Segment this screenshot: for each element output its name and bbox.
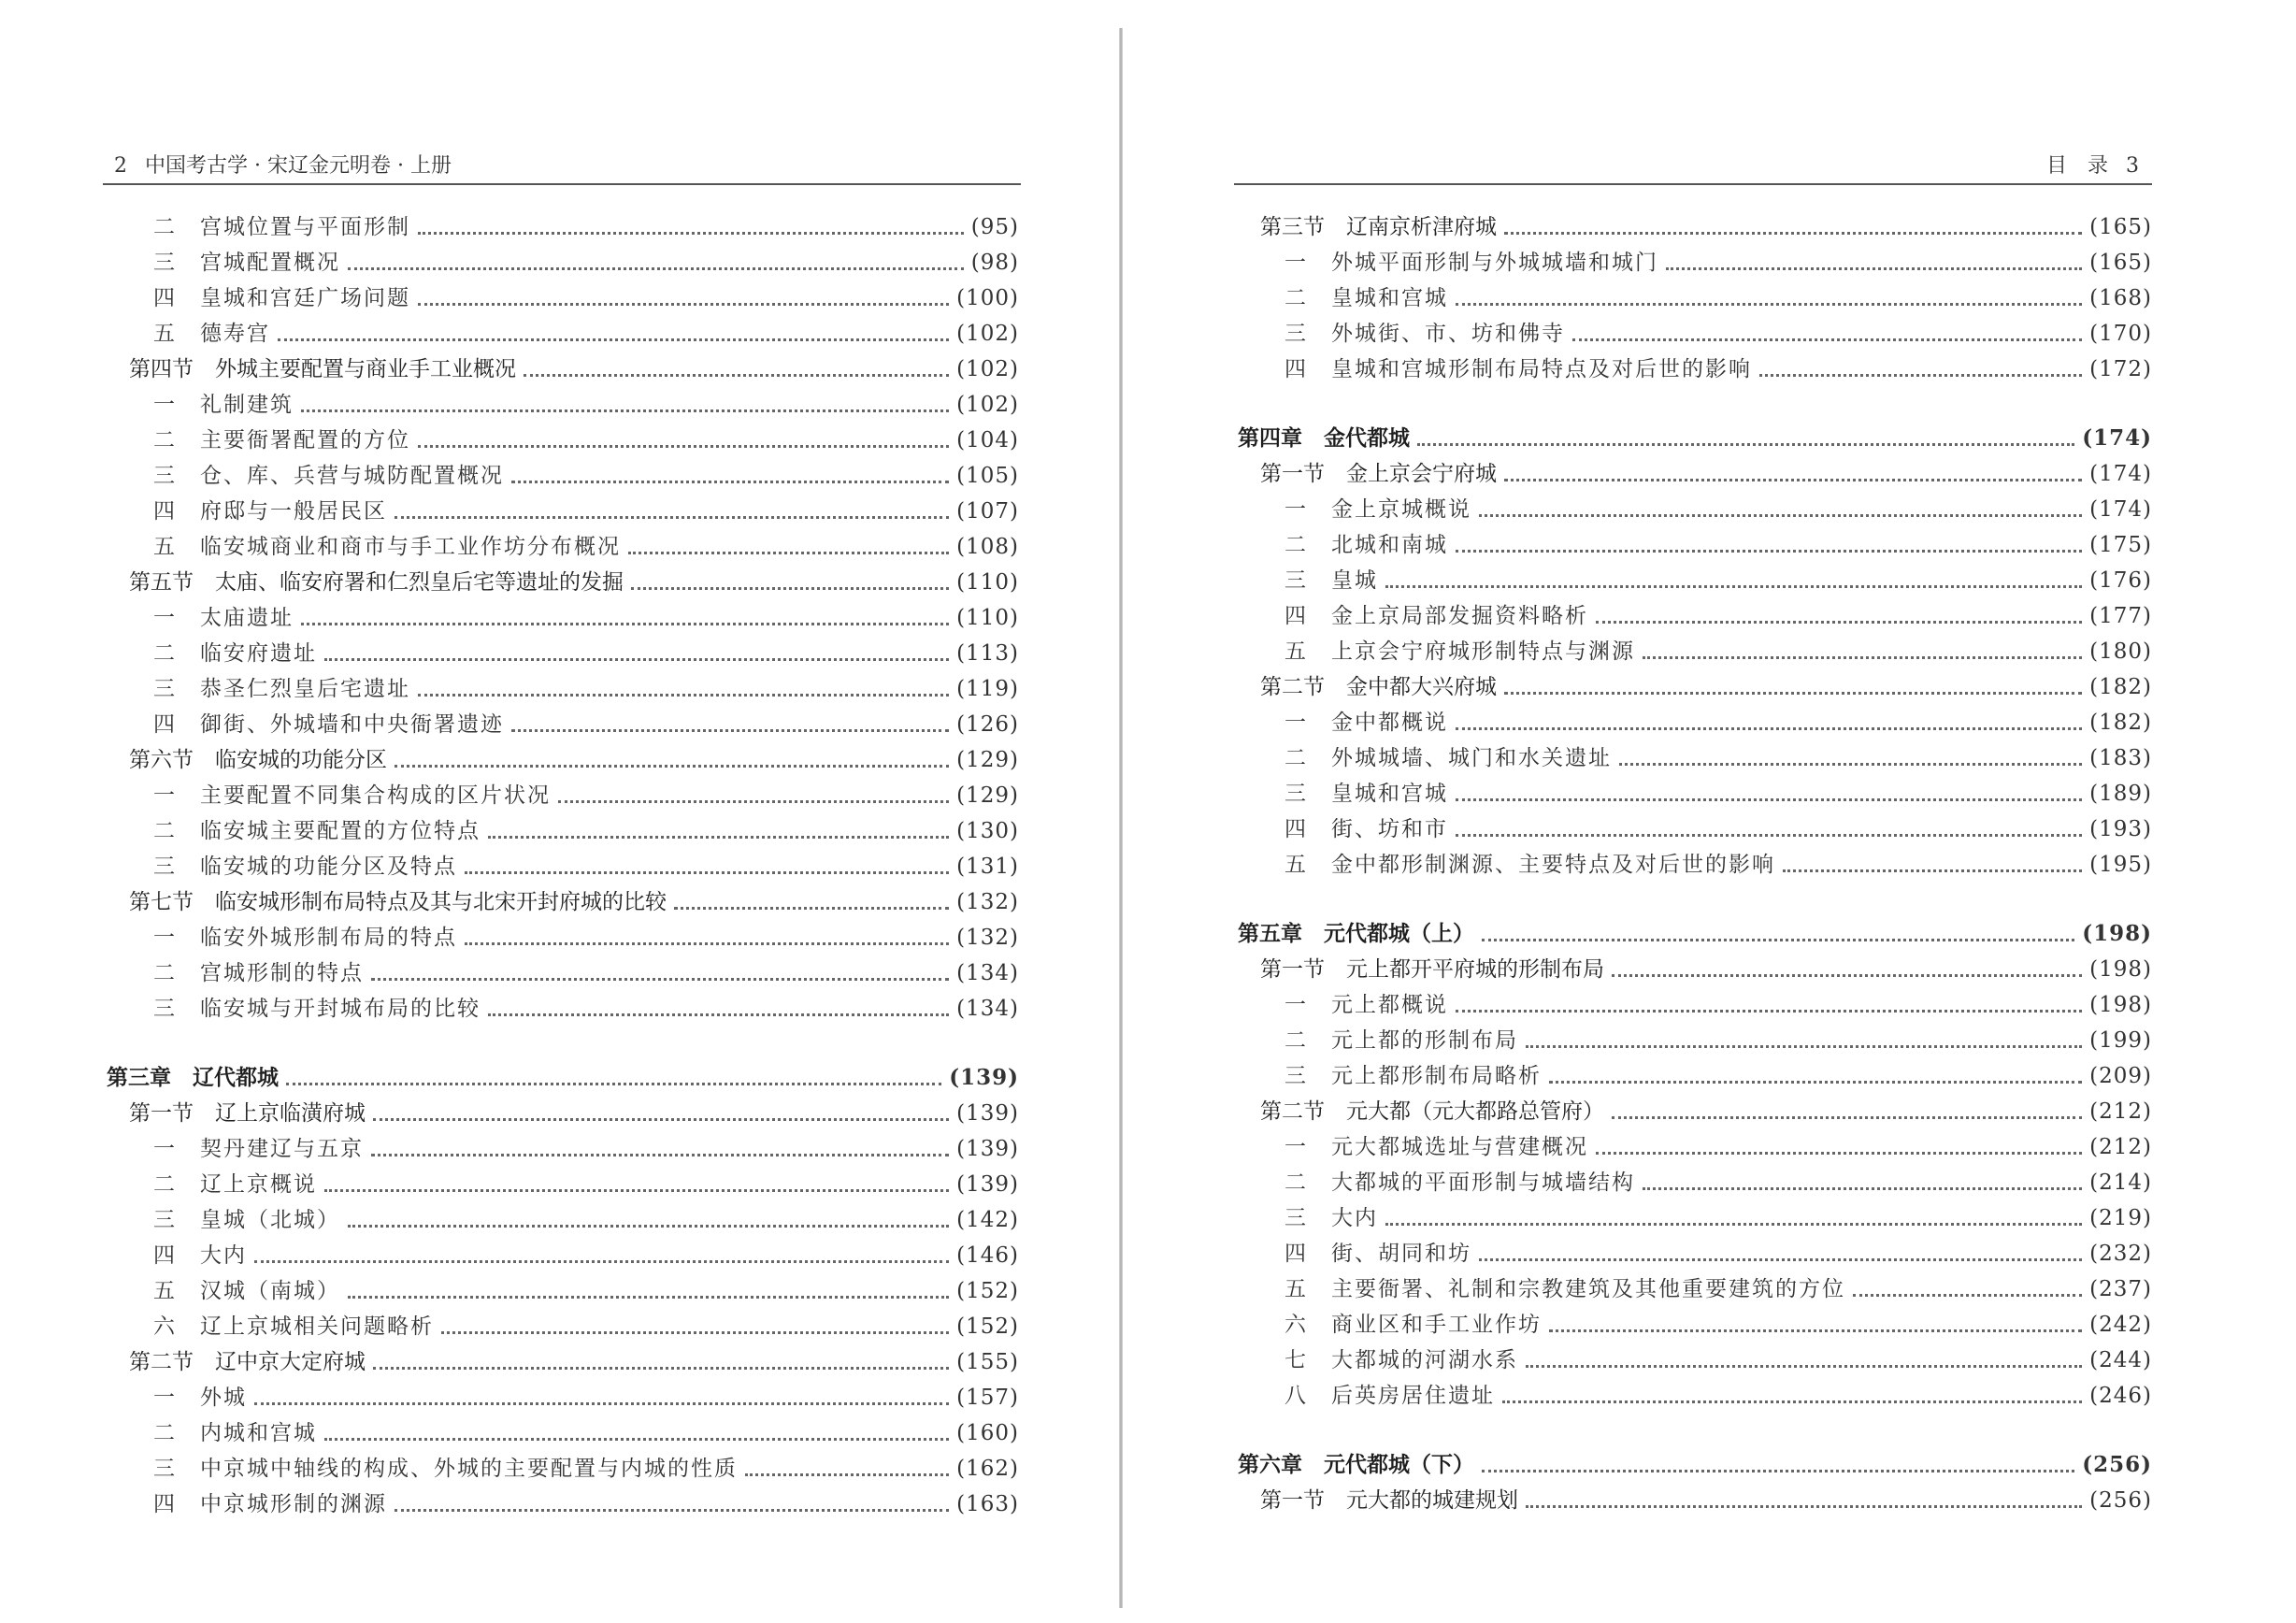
dot-leader — [1526, 1044, 2082, 1048]
toc-entry-title: 第七节 临安城形制布局特点及其与北宋开封府城的比较 — [129, 890, 667, 914]
dot-leader — [1504, 231, 2082, 235]
dot-leader — [301, 622, 949, 625]
dot-leader — [373, 1117, 949, 1121]
toc-entry-title: 六 辽上京城相关问题略析 — [153, 1314, 434, 1339]
toc-entry-title: 一 礼制建筑 — [153, 393, 294, 417]
toc-section — [103, 884, 1019, 920]
toc-entry-title: 一 元上都概说 — [1284, 993, 1448, 1017]
dot-leader — [371, 977, 949, 981]
toc-item — [1234, 1343, 2152, 1378]
toc-page-number: (134) — [956, 961, 1019, 985]
toc-item — [103, 245, 1019, 280]
dot-leader — [324, 1188, 949, 1192]
toc-entry-title: 第四章 金代都城 — [1238, 425, 1410, 451]
toc-page-number: (146) — [956, 1243, 1019, 1268]
page-number: 2 — [114, 154, 127, 178]
toc-entry-title: 五 主要衙署、礼制和宗教建筑及其他重要建筑的方位 — [1284, 1277, 1845, 1301]
toc-item — [103, 849, 1019, 884]
dot-leader — [418, 231, 964, 235]
toc-page-number: (105) — [956, 464, 1019, 488]
toc-page-number: (139) — [949, 1065, 1019, 1090]
toc-page-number: (129) — [956, 748, 1019, 772]
toc-page-number: (172) — [2089, 357, 2152, 381]
toc-section — [1234, 669, 2152, 705]
dot-leader — [373, 1366, 949, 1370]
toc-page-number: (100) — [956, 286, 1019, 310]
toc-page-number: (242) — [2089, 1313, 2152, 1337]
dot-leader — [524, 373, 949, 377]
toc-page-number: (183) — [2089, 746, 2152, 770]
toc-item — [1234, 1023, 2152, 1058]
dot-leader — [1619, 762, 2082, 766]
toc-page-number: (182) — [2089, 675, 2152, 699]
toc-entry-title: 一 外城 — [153, 1386, 247, 1410]
toc-page-number: (232) — [2089, 1242, 2152, 1266]
page-number: 3 — [2126, 154, 2139, 178]
toc-entry-title: 一 太庙遗址 — [153, 606, 294, 630]
right-page — [1122, 0, 2296, 1623]
toc-item — [103, 280, 1019, 316]
toc-item — [103, 991, 1019, 1027]
dot-leader — [348, 266, 964, 270]
toc-page-number: (163) — [956, 1492, 1019, 1516]
toc-item — [1234, 1236, 2152, 1271]
dot-leader — [1456, 302, 2082, 306]
toc-item — [1234, 245, 2152, 280]
toc-entry-title: 二 主要衙署配置的方位 — [153, 428, 410, 452]
toc-page-number: (113) — [956, 641, 1019, 666]
toc-item — [103, 600, 1019, 636]
toc-page-number: (199) — [2089, 1028, 2152, 1053]
dot-leader — [418, 444, 949, 448]
toc-item — [1234, 1378, 2152, 1414]
toc-page-number: (180) — [2089, 639, 2152, 664]
toc-item — [1234, 598, 2152, 634]
toc-entry-title: 三 临安城与开封城布局的比较 — [153, 997, 481, 1021]
toc-item — [103, 529, 1019, 565]
dot-leader — [674, 906, 949, 910]
toc-page-number: (102) — [956, 393, 1019, 417]
toc-item — [1234, 1129, 2152, 1165]
toc-page-number: (108) — [956, 535, 1019, 559]
dot-leader — [1643, 1186, 2082, 1190]
toc-page-number: (170) — [2089, 322, 2152, 346]
toc-page-number: (177) — [2089, 604, 2152, 628]
toc-page-number: (162) — [956, 1457, 1019, 1481]
toc-entry-title: 二 元上都的形制布局 — [1284, 1028, 1518, 1053]
toc-page-number: (165) — [2089, 251, 2152, 275]
toc-entry-title: 二 辽上京概说 — [153, 1172, 317, 1197]
toc-entry-title: 第六章 元代都城（下） — [1238, 1452, 1474, 1477]
toc-chapter — [1234, 916, 2152, 952]
toc-list-left — [103, 209, 1019, 1522]
dot-leader — [1479, 513, 2082, 517]
toc-page-number: (198) — [2089, 993, 2152, 1017]
toc-entry-title: 五 临安城商业和商市与手工业作坊分布概况 — [153, 535, 621, 559]
dot-leader — [1612, 1115, 2082, 1119]
toc-page-number: (119) — [956, 677, 1019, 701]
toc-entry-title: 第四节 外城主要配置与商业手工业概况 — [129, 357, 516, 381]
toc-page-number: (142) — [956, 1208, 1019, 1232]
toc-section — [1234, 952, 2152, 987]
toc-item — [103, 1202, 1019, 1238]
toc-entry-title: 第五节 太庙、临安府署和仁烈皇后宅等遗址的发掘 — [129, 570, 624, 595]
toc-entry-title: 二 皇城和宫城 — [1284, 286, 1448, 310]
toc-item — [1234, 492, 2152, 527]
toc-item — [1234, 1307, 2152, 1343]
toc-entry-title: 第一节 金上京会宁府城 — [1260, 462, 1497, 486]
toc-entry-title: 三 仓、库、兵营与城防配置概况 — [153, 464, 504, 488]
toc-page-number: (132) — [956, 926, 1019, 950]
dot-leader — [254, 1259, 949, 1263]
toc-page-number: (131) — [956, 855, 1019, 879]
toc-item — [103, 1167, 1019, 1202]
toc-section — [103, 352, 1019, 387]
toc-page-number: (104) — [956, 428, 1019, 452]
toc-page-number: (129) — [956, 783, 1019, 808]
toc-page-number: (95) — [970, 215, 1019, 239]
toc-page-number: (155) — [956, 1350, 1019, 1374]
toc-page-number: (107) — [956, 499, 1019, 524]
dot-leader — [1612, 973, 2082, 977]
dot-leader — [511, 728, 949, 732]
toc-page-number: (110) — [956, 570, 1019, 595]
toc-chapter — [1234, 1447, 2152, 1483]
toc-page-number: (98) — [970, 251, 1019, 275]
toc-item — [1234, 527, 2152, 563]
dot-leader — [395, 764, 949, 768]
dot-leader — [301, 409, 949, 412]
toc-entry-title: 一 临安外城形制布局的特点 — [153, 926, 457, 950]
dot-leader — [1417, 442, 2074, 446]
toc-item — [103, 1273, 1019, 1309]
dot-leader — [1456, 833, 2082, 837]
dot-leader — [511, 480, 949, 483]
toc-entry-title: 二 北城和南城 — [1284, 533, 1448, 557]
toc-item — [103, 1487, 1019, 1522]
dot-leader — [1385, 584, 2082, 588]
toc-item — [103, 636, 1019, 671]
dot-leader — [348, 1295, 949, 1299]
toc-item — [1234, 776, 2152, 812]
toc-entry-title: 四 皇城和宫廷广场问题 — [153, 286, 410, 310]
dot-leader — [1572, 338, 2082, 341]
toc-item — [103, 955, 1019, 991]
toc-item — [1234, 740, 2152, 776]
toc-page-number: (130) — [956, 819, 1019, 843]
toc-item — [103, 1451, 1019, 1487]
dot-leader — [348, 1224, 949, 1228]
toc-page-number: (160) — [956, 1421, 1019, 1445]
page-header-right — [1234, 150, 2150, 180]
toc-entry-title: 四 皇城和宫城形制布局特点及对后世的影响 — [1284, 357, 1752, 381]
dot-leader — [1456, 726, 2082, 730]
toc-entry-title: 二 宫城位置与平面形制 — [153, 215, 410, 239]
toc-entry-title: 一 元大都城选址与营建概况 — [1284, 1135, 1588, 1159]
toc-entry-title: 三 皇城（北城） — [153, 1208, 340, 1232]
toc-section — [103, 742, 1019, 778]
dot-leader — [441, 1330, 949, 1334]
dot-leader — [1526, 1364, 2082, 1368]
toc-entry-title: 五 上京会宁府城形制特点与渊源 — [1284, 639, 1635, 664]
toc-page-number: (132) — [956, 890, 1019, 914]
toc-page-number: (174) — [2089, 497, 2152, 522]
toc-entry-title: 三 恭圣仁烈皇后宅遗址 — [153, 677, 410, 701]
dot-leader — [324, 657, 949, 661]
toc-page-number: (209) — [2089, 1064, 2152, 1088]
toc-item — [103, 1238, 1019, 1273]
toc-page-number: (212) — [2089, 1099, 2152, 1124]
toc-item — [1234, 987, 2152, 1023]
dot-leader — [1853, 1293, 2082, 1297]
dot-leader — [1596, 620, 2082, 624]
dot-leader — [1549, 1329, 2082, 1332]
toc-item — [103, 494, 1019, 529]
toc-page-number: (244) — [2089, 1348, 2152, 1372]
toc-item — [1234, 705, 2152, 740]
toc-page-number: (175) — [2089, 533, 2152, 557]
dot-leader — [488, 835, 949, 839]
toc-entry-title: 五 德寿宫 — [153, 322, 270, 346]
toc-page-number: (246) — [2089, 1384, 2152, 1408]
toc-page-number: (102) — [956, 357, 1019, 381]
toc-entry-title: 二 临安府遗址 — [153, 641, 317, 666]
dot-leader — [418, 693, 949, 697]
dot-leader — [465, 870, 949, 874]
toc-page-number: (102) — [956, 322, 1019, 346]
dot-leader — [1385, 1222, 2082, 1226]
dot-leader — [1482, 1469, 2074, 1472]
dot-leader — [395, 1508, 949, 1512]
toc-entry-title: 第六节 临安城的功能分区 — [129, 748, 387, 772]
toc-item — [103, 1415, 1019, 1451]
dot-leader — [324, 1437, 949, 1441]
toc-item — [1234, 1058, 2152, 1094]
toc-section — [103, 1096, 1019, 1131]
toc-item — [103, 387, 1019, 423]
toc-item — [1234, 352, 2152, 387]
toc-item — [103, 423, 1019, 458]
toc-item — [103, 671, 1019, 707]
toc-entry-title: 第一节 元上都开平府城的形制布局 — [1260, 957, 1604, 982]
dot-leader — [286, 1082, 941, 1085]
toc-page-number: (157) — [956, 1386, 1019, 1410]
toc-section — [1234, 209, 2152, 245]
toc-entry-title: 第五章 元代都城（上） — [1238, 921, 1474, 946]
toc-item — [1234, 563, 2152, 598]
toc-page-number: (212) — [2089, 1135, 2152, 1159]
toc-entry-title: 七 大都城的河湖水系 — [1284, 1348, 1518, 1372]
toc-entry-title: 四 街、坊和市 — [1284, 817, 1448, 841]
toc-entry-title: 三 外城街、市、坊和佛寺 — [1284, 322, 1565, 346]
dot-leader — [1526, 1504, 2082, 1508]
toc-entry-title: 三 临安城的功能分区及特点 — [153, 855, 457, 879]
toc-page-number: (198) — [2082, 921, 2152, 946]
toc-chapter — [1234, 421, 2152, 456]
toc-page-number: (139) — [956, 1172, 1019, 1197]
page-header-left — [103, 150, 1019, 180]
toc-entry-title: 三 皇城和宫城 — [1284, 782, 1448, 806]
dot-leader — [1549, 1080, 2082, 1084]
dot-leader — [488, 1013, 949, 1016]
toc-entry-title: 一 金上京城概说 — [1284, 497, 1471, 522]
toc-item — [103, 707, 1019, 742]
toc-entry-title: 四 大内 — [153, 1243, 247, 1268]
dot-leader — [1502, 1400, 2082, 1403]
toc-entry-title: 第一节 辽上京临潢府城 — [129, 1101, 366, 1126]
toc-entry-title: 八 后英房居住遗址 — [1284, 1384, 1495, 1408]
toc-entry-title: 四 金上京局部发掘资料略析 — [1284, 604, 1588, 628]
toc-section — [1234, 456, 2152, 492]
dot-leader — [371, 1153, 949, 1156]
toc-entry-title: 五 汉城（南城） — [153, 1279, 340, 1303]
toc-section — [1234, 1094, 2152, 1129]
toc-item — [1234, 280, 2152, 316]
toc-entry-title: 一 主要配置不同集合构成的区片状况 — [153, 783, 551, 808]
dot-leader — [745, 1472, 949, 1476]
toc-entry-title: 第一节 元大都的城建规划 — [1260, 1488, 1518, 1513]
dot-leader — [395, 515, 949, 519]
dot-leader — [465, 941, 949, 945]
left-page — [0, 0, 1122, 1623]
toc-page-number: (256) — [2089, 1488, 2152, 1513]
dot-leader — [558, 799, 949, 803]
toc-page-number: (165) — [2089, 215, 2152, 239]
toc-section — [1234, 1483, 2152, 1518]
toc-item — [1234, 1165, 2152, 1200]
running-title: 中国考古学 · 宋辽金元明卷 · 上册 — [145, 154, 452, 178]
toc-entry-title: 第二节 元大都（元大都路总管府） — [1260, 1099, 1604, 1124]
toc-item — [1234, 1271, 2152, 1307]
dot-leader — [418, 302, 949, 306]
dot-leader — [1479, 1257, 2082, 1261]
toc-page-number: (126) — [956, 712, 1019, 737]
toc-section — [103, 1344, 1019, 1380]
toc-page-number: (139) — [956, 1137, 1019, 1161]
dot-leader — [1456, 797, 2082, 801]
toc-page-number: (152) — [956, 1279, 1019, 1303]
dot-leader — [1482, 938, 2074, 941]
running-title: 目 录 — [2045, 154, 2108, 178]
toc-page-number: (237) — [2089, 1277, 2152, 1301]
toc-item — [103, 778, 1019, 813]
header-rule — [103, 183, 1021, 185]
toc-entry-title: 五 金中都形制渊源、主要特点及对后世的影响 — [1284, 853, 1775, 877]
toc-entry-title: 二 宫城形制的特点 — [153, 961, 364, 985]
toc-entry-title: 第三章 辽代都城 — [107, 1065, 279, 1090]
toc-entry-title: 二 大都城的平面形制与城墙结构 — [1284, 1171, 1635, 1195]
toc-item — [103, 1380, 1019, 1415]
toc-page-number: (189) — [2089, 782, 2152, 806]
toc-item — [103, 1131, 1019, 1167]
toc-item — [103, 1309, 1019, 1344]
toc-entry-title: 四 御街、外城墙和中央衙署遗迹 — [153, 712, 504, 737]
toc-page-number: (256) — [2082, 1452, 2152, 1477]
toc-page-number: (182) — [2089, 711, 2152, 735]
toc-page-number: (174) — [2089, 462, 2152, 486]
toc-item — [1234, 634, 2152, 669]
toc-entry-title: 第二节 金中都大兴府城 — [1260, 675, 1497, 699]
dot-leader — [254, 1401, 949, 1405]
toc-item — [1234, 316, 2152, 352]
toc-entry-title: 三 元上都形制布局略析 — [1284, 1064, 1542, 1088]
toc-entry-title: 三 皇城 — [1284, 568, 1378, 593]
toc-page-number: (219) — [2089, 1206, 2152, 1230]
toc-page-number: (139) — [956, 1101, 1019, 1126]
dot-leader — [1643, 655, 2082, 659]
toc-section — [103, 565, 1019, 600]
toc-page-number: (152) — [956, 1314, 1019, 1339]
toc-entry-title: 第三节 辽南京析津府城 — [1260, 215, 1497, 239]
dot-leader — [1456, 549, 2082, 553]
toc-page-number: (193) — [2089, 817, 2152, 841]
dot-leader — [1456, 1009, 2082, 1013]
toc-item — [1234, 1200, 2152, 1236]
toc-item — [103, 316, 1019, 352]
toc-entry-title: 三 大内 — [1284, 1206, 1378, 1230]
toc-entry-title: 四 街、胡同和坊 — [1284, 1242, 1471, 1266]
dot-leader — [628, 551, 949, 554]
toc-entry-title: 一 外城平面形制与外城城墙和城门 — [1284, 251, 1658, 275]
toc-page-number: (198) — [2089, 957, 2152, 982]
toc-page-number: (174) — [2082, 425, 2152, 451]
toc-entry-title: 二 临安城主要配置的方位特点 — [153, 819, 481, 843]
toc-page-number: (110) — [956, 606, 1019, 630]
toc-page-number: (134) — [956, 997, 1019, 1021]
toc-entry-title: 二 内城和宫城 — [153, 1421, 317, 1445]
dot-leader — [1783, 869, 2082, 872]
dot-leader — [1504, 478, 2082, 481]
dot-leader — [631, 586, 949, 590]
toc-list-right — [1234, 209, 2152, 1518]
toc-item — [103, 458, 1019, 494]
toc-item — [1234, 812, 2152, 847]
dot-leader — [278, 338, 949, 341]
toc-entry-title: 四 府邸与一般居民区 — [153, 499, 387, 524]
toc-entry-title: 第二节 辽中京大定府城 — [129, 1350, 366, 1374]
toc-item — [1234, 847, 2152, 883]
dot-leader — [1596, 1151, 2082, 1155]
toc-item — [103, 209, 1019, 245]
dot-leader — [1504, 691, 2082, 695]
dot-leader — [1666, 266, 2082, 270]
toc-item — [103, 813, 1019, 849]
toc-chapter — [103, 1060, 1019, 1096]
dot-leader — [1759, 373, 2082, 377]
toc-entry-title: 一 金中都概说 — [1284, 711, 1448, 735]
toc-page-number: (176) — [2089, 568, 2152, 593]
toc-entry-title: 六 商业区和手工业作坊 — [1284, 1313, 1542, 1337]
header-rule — [1234, 183, 2152, 185]
toc-entry-title: 四 中京城形制的渊源 — [153, 1492, 387, 1516]
toc-page-number: (168) — [2089, 286, 2152, 310]
toc-page-number: (195) — [2089, 853, 2152, 877]
toc-item — [103, 920, 1019, 955]
toc-page-number: (214) — [2089, 1171, 2152, 1195]
toc-entry-title: 二 外城城墙、城门和水关遗址 — [1284, 746, 1612, 770]
toc-entry-title: 三 中京城中轴线的构成、外城的主要配置与内城的性质 — [153, 1457, 738, 1481]
toc-entry-title: 三 宫城配置概况 — [153, 251, 340, 275]
toc-entry-title: 一 契丹建辽与五京 — [153, 1137, 364, 1161]
